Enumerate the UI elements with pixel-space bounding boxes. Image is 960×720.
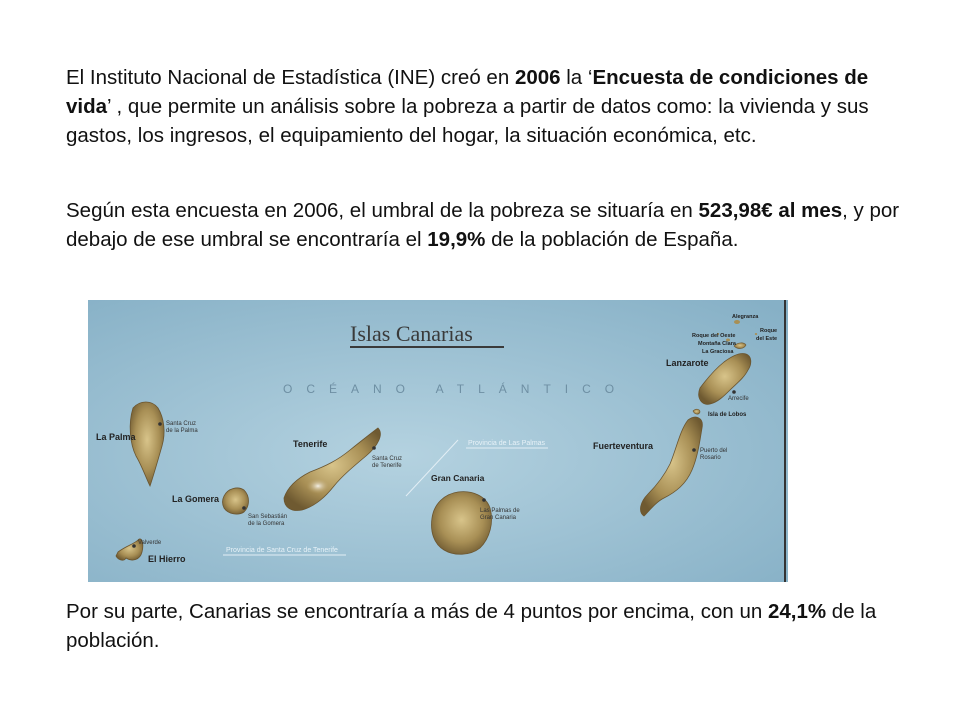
island-alegranza [734, 320, 740, 324]
city-dot [242, 506, 246, 510]
city-dot [732, 390, 736, 394]
intro-text: la ‘ [560, 66, 593, 89]
label-alegranza: Alegranza [732, 314, 759, 320]
label-san-sebastian: San Sebastián [248, 514, 288, 520]
label-santa-cruz-de-la-palma: Santa Cruz [166, 421, 197, 427]
ocean-label: OCÉANO ATLÁNTICO [283, 382, 629, 396]
label-roque-del-este: Roque [760, 328, 778, 334]
label-roque-del-oeste: Roque del Oeste [692, 333, 736, 339]
city-dot [692, 448, 696, 452]
label-las-palmas: Las Palmas de [480, 508, 520, 514]
label-puerto-del-rosario: Rosario [700, 455, 721, 461]
province-santa-cruz-label: Provincia de Santa Cruz de Tenerife [226, 547, 338, 554]
intro-text: ’ , que permite un análisis sobre la pobreza a partir de datos como: la vivienda y sus gastos, los ingresos, el equipamiento del hogar, la situación económica, etc. [66, 95, 869, 147]
label-san-sebastian: de la Gomera [248, 521, 285, 527]
province-las-palmas-label: Provincia de Las Palmas [468, 440, 546, 447]
island-roque-del-este [755, 333, 757, 335]
city-dot [158, 422, 162, 426]
label-lanzarote: Lanzarote [666, 358, 709, 368]
label-la-palma: La Palma [96, 432, 136, 442]
label-fuerteventura: Fuerteventura [593, 441, 654, 451]
canarias-paragraph [66, 597, 902, 655]
poverty-threshold: 523,98€ al mes [698, 199, 843, 222]
label-roque-del-este: del Este [756, 336, 778, 342]
label-puerto-del-rosario: Puerto del [700, 448, 728, 454]
threshold-text: , y por debajo de ese umbral se encontraría el [66, 199, 900, 251]
map-title-underline [350, 346, 504, 348]
label-gran-canaria: Gran Canaria [431, 473, 485, 483]
intro-text: El Instituto Nacional de Estadística (INE) creó en [66, 66, 515, 89]
label-valverde: Valverde [138, 540, 162, 546]
threshold-paragraph [66, 196, 902, 254]
label-el-hierro: El Hierro [148, 554, 186, 564]
threshold-text: de la población de España. [485, 228, 739, 251]
survey-year: 2006 [514, 66, 561, 89]
intro-paragraph [66, 63, 902, 150]
canarias-text: Por su parte, Canarias se encontraría a más de 4 puntos por encima, con un [66, 600, 768, 623]
label-montana-clara: Montaña Clara [698, 341, 736, 347]
city-dot [482, 498, 486, 502]
label-santa-cruz-de-la-palma: de la Palma [166, 428, 198, 434]
threshold-text: Según esta encuesta en 2006, el umbral de la pobreza se situaría en [66, 199, 699, 222]
map-title: Islas Canarias [350, 321, 473, 346]
label-la-gomera: La Gomera [172, 494, 220, 504]
label-tenerife: Tenerife [293, 439, 328, 449]
spain-poverty-percent: 19,9% [427, 228, 486, 251]
label-santa-cruz-de-tenerife: Santa Cruz [372, 456, 403, 462]
city-dot [132, 544, 136, 548]
teide-peak [306, 478, 330, 494]
canarias-text: de la población. [66, 600, 877, 652]
label-la-graciosa: La Graciosa [702, 349, 734, 355]
map-border [784, 300, 786, 582]
label-las-palmas: Gran Canaria [480, 515, 517, 521]
label-santa-cruz-de-tenerife: de Tenerife [372, 463, 402, 469]
canary-islands-map [88, 300, 788, 582]
canarias-poverty-percent: 24,1% [767, 600, 827, 623]
city-dot [372, 446, 376, 450]
survey-name: Encuesta de condiciones de vida [66, 66, 869, 118]
label-arrecife: Arrecife [728, 396, 749, 402]
label-isla-de-lobos: Isla de Lobos [708, 412, 747, 418]
